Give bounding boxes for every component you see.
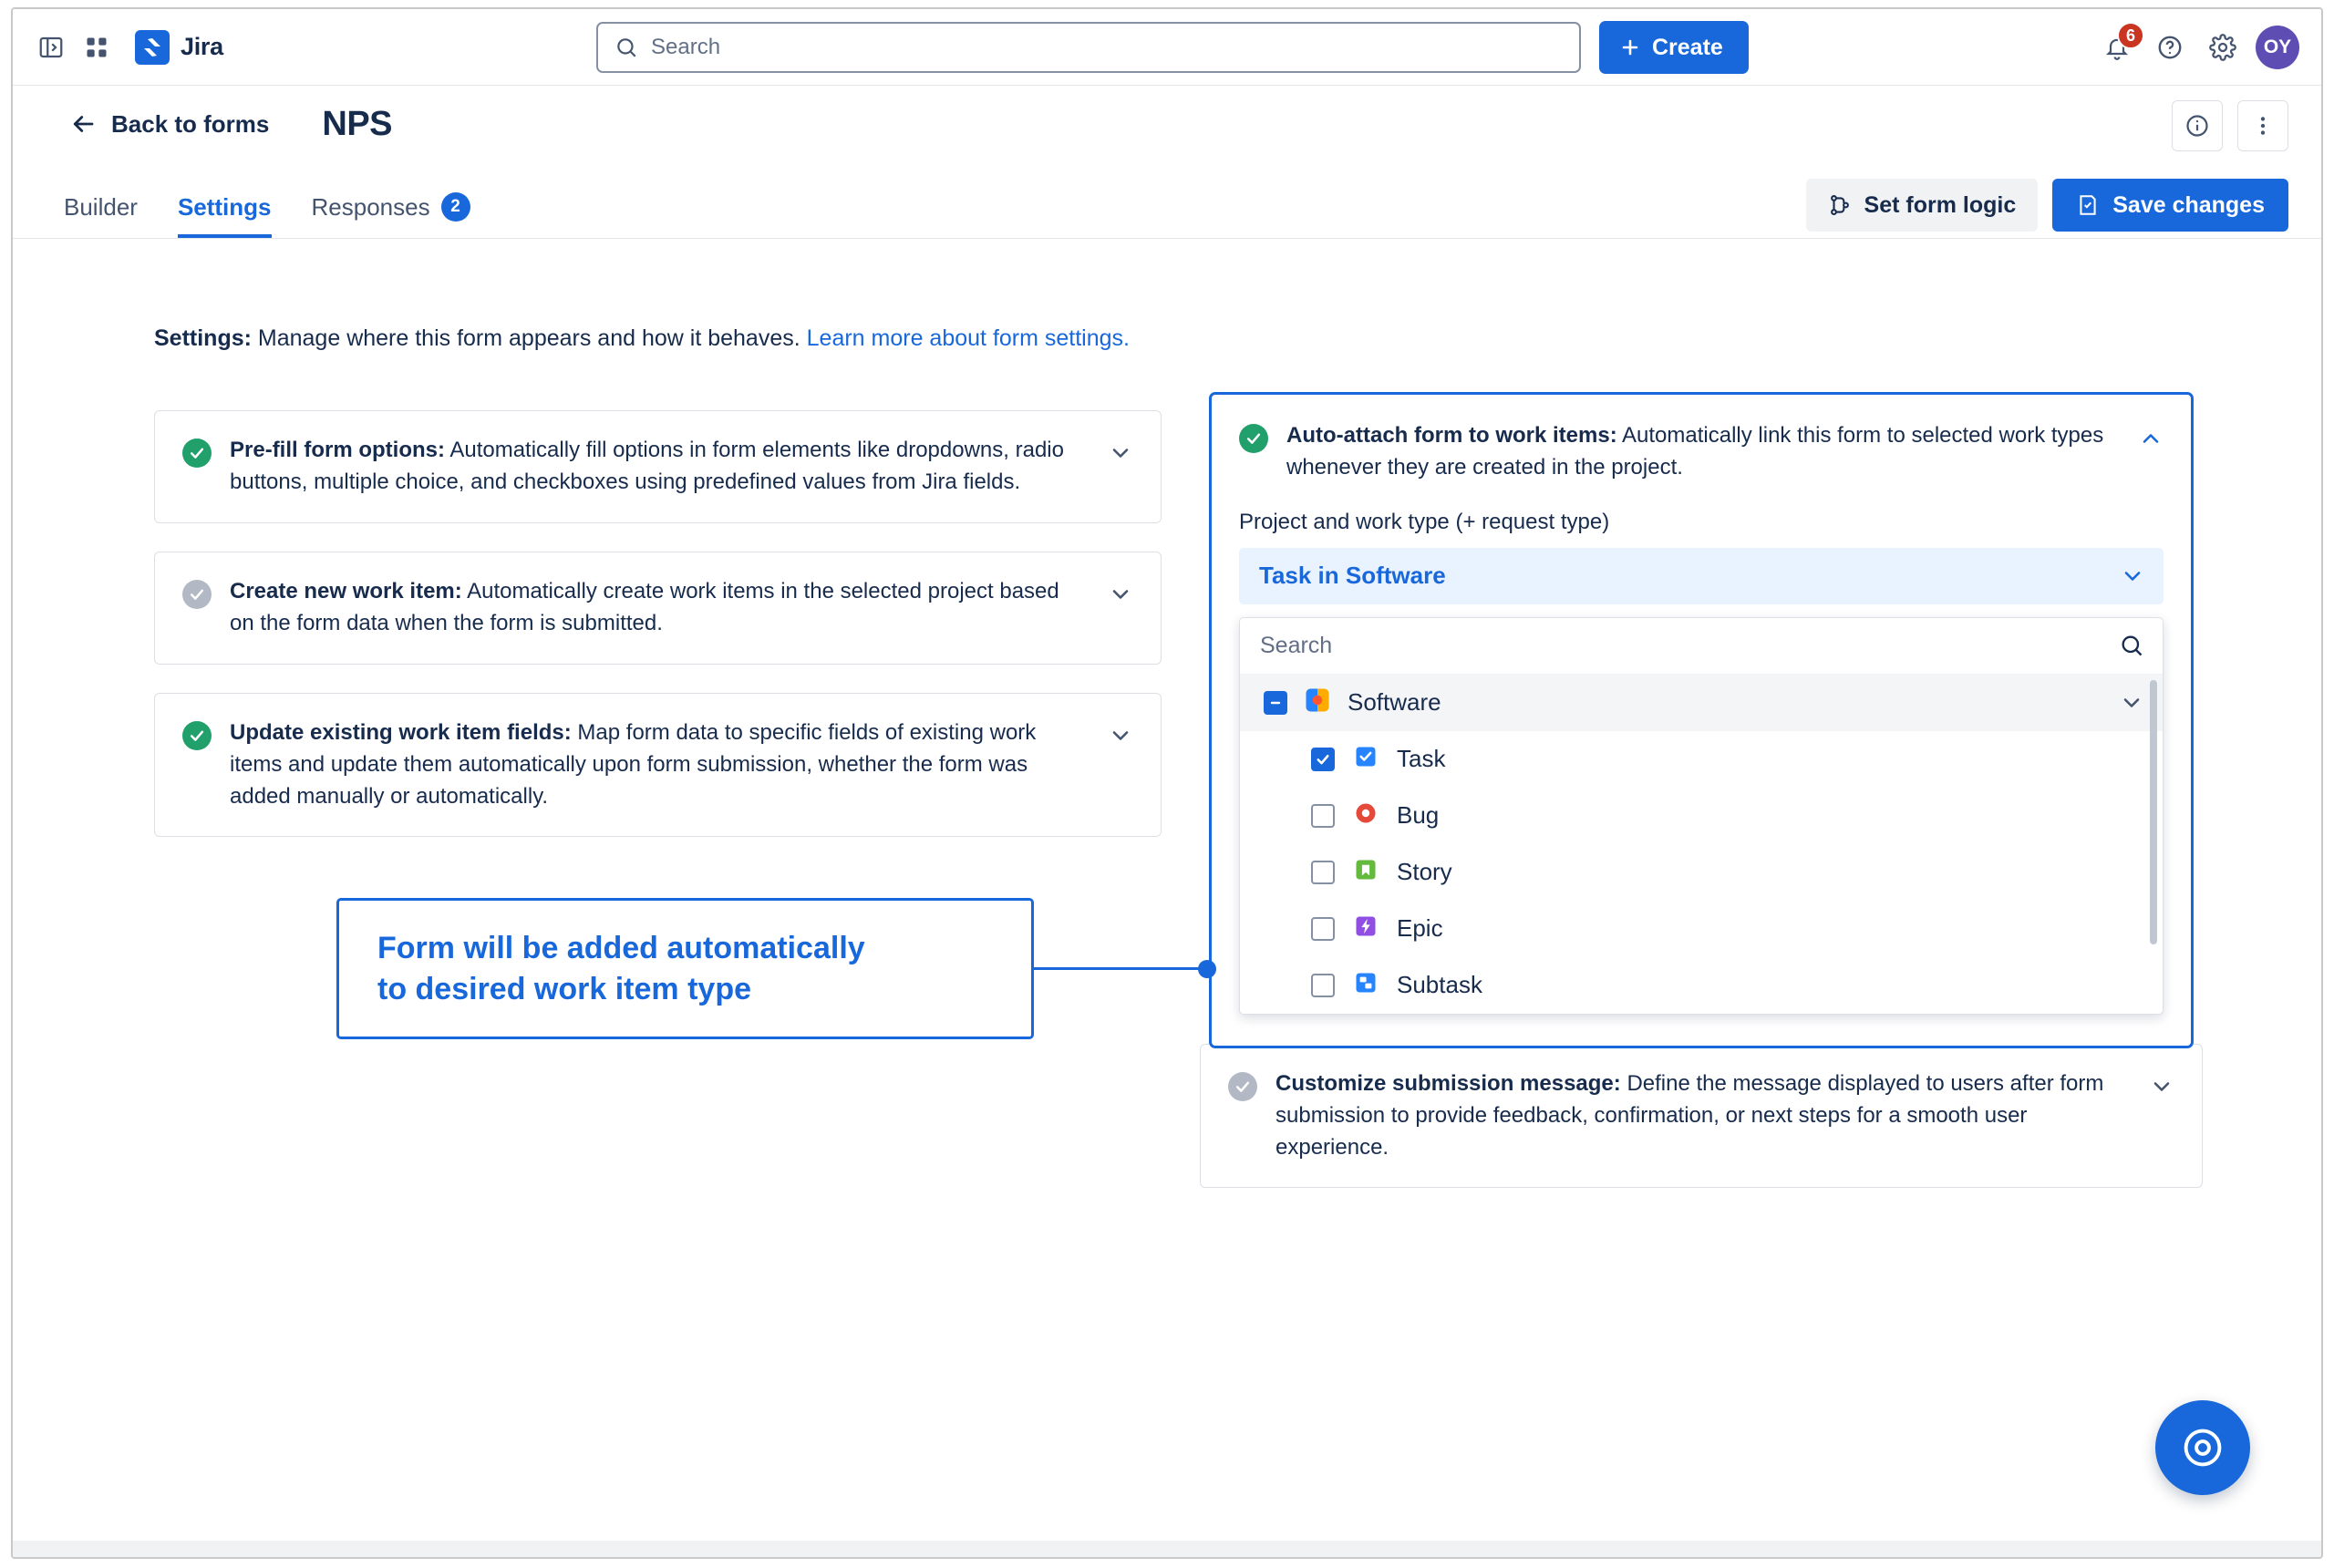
card-title: Pre-fill form options: (230, 438, 445, 462)
bug-icon (1353, 800, 1379, 830)
save-changes-button[interactable] (2052, 179, 2288, 232)
chevron-down-icon[interactable] (1108, 582, 1133, 612)
arrow-left-icon (69, 110, 97, 138)
software-project-icon (1304, 686, 1331, 718)
tab-settings-label: Settings (177, 193, 272, 221)
checkbox-story[interactable] (1311, 861, 1335, 884)
user-avatar[interactable] (2256, 26, 2299, 69)
card-auto-attach-form (1209, 392, 2194, 1048)
card-title: Customize submission message: (1275, 1071, 1621, 1096)
epic-icon (1353, 913, 1379, 944)
search-icon (614, 36, 638, 59)
card-text (230, 717, 1090, 812)
tab-settings[interactable] (178, 193, 272, 238)
dropdown-project-label: Software (1348, 688, 1441, 717)
dropdown-scrollbar[interactable] (2150, 680, 2157, 944)
header-actions (2172, 100, 2288, 151)
card-header (182, 435, 1133, 499)
chevron-down-icon[interactable] (2119, 690, 2144, 716)
learn-more-link[interactable]: Learn more about form settings. (806, 325, 1130, 351)
create-button[interactable] (1599, 21, 1749, 74)
help-bubble-icon[interactable] (2155, 1400, 2250, 1495)
settings-description-text: Manage where this form appears and how it behaves. (251, 325, 807, 351)
status-enabled-icon (182, 721, 212, 750)
work-type-option-bug[interactable] (1240, 788, 2163, 844)
annotation-callout (336, 898, 1034, 1039)
card-text (230, 435, 1090, 499)
work-type-label: Story (1397, 858, 1452, 886)
auto-attach-title: Auto-attach form to work items: (1286, 423, 1617, 448)
work-type-option-story[interactable] (1240, 844, 2163, 901)
auto-attach-body: Automatically link this form to selected work types whenever they are created in the project. (1286, 423, 2104, 480)
project-work-type-label: Project and work type (+ request type) (1239, 509, 1610, 534)
work-type-option-subtask[interactable] (1240, 957, 2163, 1014)
set-form-logic-button[interactable] (1806, 179, 2039, 232)
jira-logo-icon (135, 30, 170, 65)
card-body: Map form data to specific fields of existing work items and update them automatically upon form submission, whether the form was added manually or automatically. (230, 720, 1037, 809)
chevron-down-icon[interactable] (1108, 723, 1133, 753)
status-disabled-icon (1228, 1072, 1257, 1101)
avatar-initials: OY (2263, 36, 2292, 57)
app-switcher-icon[interactable] (77, 27, 117, 67)
checkbox-bug[interactable] (1311, 804, 1335, 828)
status-disabled-icon (182, 580, 212, 609)
partial-checkbox-icon[interactable] (1264, 691, 1287, 715)
tab-responses[interactable] (312, 192, 470, 238)
card-prefill-form-options[interactable] (154, 410, 1162, 523)
status-enabled-icon (1239, 424, 1268, 453)
plus-icon (1619, 36, 1641, 58)
tab-builder[interactable] (64, 193, 138, 238)
chevron-down-icon[interactable] (2149, 1074, 2174, 1104)
story-icon (1353, 857, 1379, 887)
card-text (230, 576, 1090, 640)
info-icon[interactable] (2172, 100, 2223, 151)
auto-attach-header (1239, 420, 2164, 484)
project-work-type-value: Task in Software (1259, 562, 1446, 590)
callout-connector-line (1034, 967, 1209, 970)
save-icon (2076, 193, 2100, 217)
work-type-option-task[interactable] (1240, 731, 2163, 788)
callout-line-2: to desired work item type (377, 971, 751, 1006)
checkbox-task[interactable] (1311, 748, 1335, 771)
save-changes-label: Save changes (2112, 191, 2265, 218)
product-name: Jira (181, 33, 223, 60)
more-actions-icon[interactable] (2237, 100, 2288, 151)
callout-line-1: Form will be added automatically (377, 931, 865, 966)
global-navigation (13, 9, 2321, 86)
card-create-new-work-item[interactable] (154, 552, 1162, 665)
settings-description (154, 324, 1130, 354)
checkbox-epic[interactable] (1311, 917, 1335, 941)
card-text (1275, 1068, 2131, 1163)
jira-home-link[interactable] (135, 30, 223, 65)
help-icon[interactable] (2150, 27, 2190, 67)
back-to-forms-link[interactable] (69, 110, 269, 139)
callout-text (377, 928, 865, 1008)
card-header (182, 576, 1133, 640)
work-type-list (1240, 675, 2163, 1014)
work-type-label: Epic (1397, 914, 1443, 943)
tab-responses-label: Responses (311, 192, 430, 221)
branch-icon (1828, 193, 1852, 217)
create-button-label: Create (1652, 34, 1723, 60)
status-enabled-icon (182, 438, 212, 468)
set-form-logic-label: Set form logic (1864, 191, 2017, 218)
card-customize-submission-message[interactable] (1200, 1044, 2203, 1188)
project-work-type-select[interactable] (1239, 548, 2164, 604)
work-type-label: Task (1397, 745, 1446, 773)
tab-actions (1806, 179, 2288, 232)
page-title: NPS (322, 104, 393, 143)
card-title: Update existing work item fields: (230, 720, 572, 745)
chevron-up-icon[interactable] (2138, 426, 2164, 456)
chevron-down-icon[interactable] (1108, 440, 1133, 470)
work-type-search-input[interactable] (1260, 633, 2108, 659)
back-to-forms-label: Back to forms (111, 109, 270, 138)
nav-left-group (13, 27, 223, 67)
gear-icon[interactable] (2203, 27, 2243, 67)
dropdown-project-software[interactable] (1240, 675, 2163, 731)
tab-builder-label: Builder (64, 193, 138, 221)
global-search[interactable] (596, 22, 1581, 73)
work-type-search[interactable] (1240, 618, 2163, 675)
form-header (13, 86, 2321, 162)
card-body: Define the message displayed to users after form submission to provide feedback, confirmation, or next steps for a smooth user experience. (1275, 1071, 2104, 1160)
panel-expand-icon[interactable] (31, 27, 71, 67)
card-title: Create new work item: (230, 579, 462, 603)
work-type-label: Subtask (1397, 971, 1482, 999)
notifications-bell-icon[interactable] (2097, 27, 2137, 67)
search-icon (2119, 633, 2144, 658)
work-type-option-epic[interactable] (1240, 901, 2163, 957)
card-body: Automatically create work items in the selected project based on the form data when the form is submitted. (230, 579, 1059, 635)
tab-responses-count: 2 (441, 192, 470, 222)
task-icon (1353, 744, 1379, 774)
bottom-strip (13, 1541, 2321, 1557)
notification-badge: 6 (2117, 22, 2144, 49)
chevron-down-icon (2120, 563, 2145, 589)
card-header (182, 717, 1133, 812)
work-type-label: Bug (1397, 801, 1440, 830)
card-header (1228, 1068, 2174, 1163)
subtask-icon (1353, 970, 1379, 1000)
checkbox-subtask[interactable] (1311, 974, 1335, 997)
callout-connector-dot (1198, 960, 1216, 978)
auto-attach-text (1286, 420, 2120, 484)
search-input[interactable] (651, 35, 1563, 60)
settings-description-prefix: Settings: (154, 325, 252, 351)
card-body: Automatically fill options in form elements like dropdowns, radio buttons, multiple choice, and checkboxes using predefined values from Jira fields. (230, 438, 1064, 494)
work-type-dropdown (1239, 617, 2164, 1015)
browser-frame (11, 7, 2323, 1559)
card-update-existing-work-item-fields[interactable] (154, 693, 1162, 837)
tab-bar (13, 170, 2321, 239)
nav-right-group (2097, 9, 2299, 86)
